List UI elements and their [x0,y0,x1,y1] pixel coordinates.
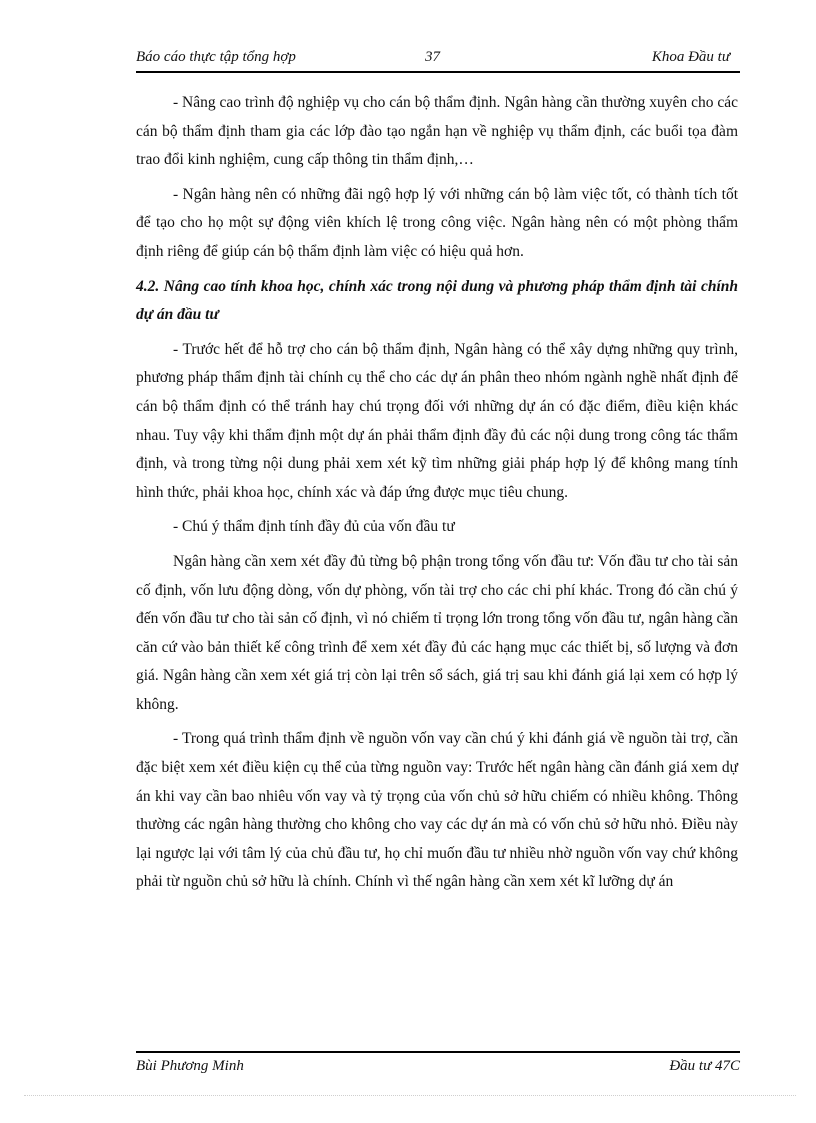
paragraph-incentives: - Ngân hàng nên có những đãi ngộ hợp lý với những cán bộ làm việc tốt, có thành tích tốt để tạo cho họ một sự động viên khích lệ trong công việc. Ngân hàng nên có một phòng thẩm định riêng để giúp cán bộ thẩm định làm việc có hiệu quả hơn. [136,185,738,260]
footer-author: Bùi Phương Minh [136,1058,244,1074]
paragraph-capital-components: Ngân hàng cần xem xét đầy đủ từng bộ phận trong tổng vốn đầu tư: Vốn đầu tư cho tài sản cố định, vốn lưu động dòng, vốn dự phòng, vốn tài trợ cho các chi phí khác. Trong đó cần chú ý đến vốn đầu tư cho tài sản cố định, vì nó chiếm tỉ trọng lớn trong tổng vốn đầu tư, ngân hàng cần căn cứ vào bản thiết kế công trình để xem xét đầy đủ các hạng mục các thiết bị, số lượng và đơn giá. Ngân hàng cần xem xét giá trị còn lại trên sổ sách, giá trị sau khi đánh giá lại xem có hợp lý không. [136,552,738,713]
section-heading-4-2: 4.2. Nâng cao tính khoa học, chính xác trong nội dung và phương pháp thẩm định tài chính dự án đầu tư [136,277,738,324]
page-body [136,89,738,903]
page-edge-divider [24,1095,796,1096]
paragraph-capital-note: - Chú ý thẩm định tính đầy đủ của vốn đầu tư [173,518,455,536]
header-report-title: Báo cáo thực tập tổng hợp [136,49,296,65]
page-footer [136,1051,740,1081]
paragraph-procedures: - Trước hết để hỗ trợ cho cán bộ thẩm định, Ngân hàng có thể xây dựng những quy trình, phương pháp thẩm định tài chính cụ thể cho các dự án phân theo nhóm ngành nghề nhất định để cán bộ thẩm định có thể tránh hay chú trọng đối với những dự án có đặc điểm, điều kiện khác nhau. Tuy vậy khi thẩm định một dự án phải thẩm định đầy đủ các nội dung trong công tác thẩm định, và trong từng nội dung phải xem xét kỹ tìm những giải pháp hợp lý để không mang tính hình thức, phải khoa học, chính xác và đáp ứng được mục tiêu chung. [136,340,738,501]
footer-class: Đầu tư 47C [669,1058,740,1074]
paragraph-training: - Nâng cao trình độ nghiệp vụ cho cán bộ thẩm định. Ngân hàng cần thường xuyên cho các cán bộ thẩm định tham gia các lớp đào tạo ngắn hạn về nghiệp vụ thẩm định, các buổi tọa đàm trao đổi kinh nghiệm, cung cấp thông tin thẩm định,… [136,94,738,169]
paragraph-loan-sources: - Trong quá trình thẩm định về nguồn vốn vay cần chú ý khi đánh giá về nguồn tài trợ, cần đặc biệt xem xét điều kiện cụ thể của từng nguồn vay: Trước hết ngân hàng cần đánh giá xem dự án khi vay cần bao nhiêu vốn vay và tỷ trọng của vốn chủ sở hữu chiếm có nhiều không. Thông thường các ngân hàng thường cho không cho vay các dự án mà có vốn chủ sở hữu nhỏ. Điều này lại ngược lại với tâm lý của chủ đầu tư, họ chỉ muốn đầu tư nhiều nhờ nguồn vốn vay chứ không phải từ nguồn chủ sở hữu là chính. Chính vì thế ngân hàng cần xem xét kĩ lưỡng dự án [136,730,738,891]
page-header [136,49,740,73]
header-page-number: 37 [425,49,440,65]
header-faculty: Khoa Đầu tư [651,49,730,65]
